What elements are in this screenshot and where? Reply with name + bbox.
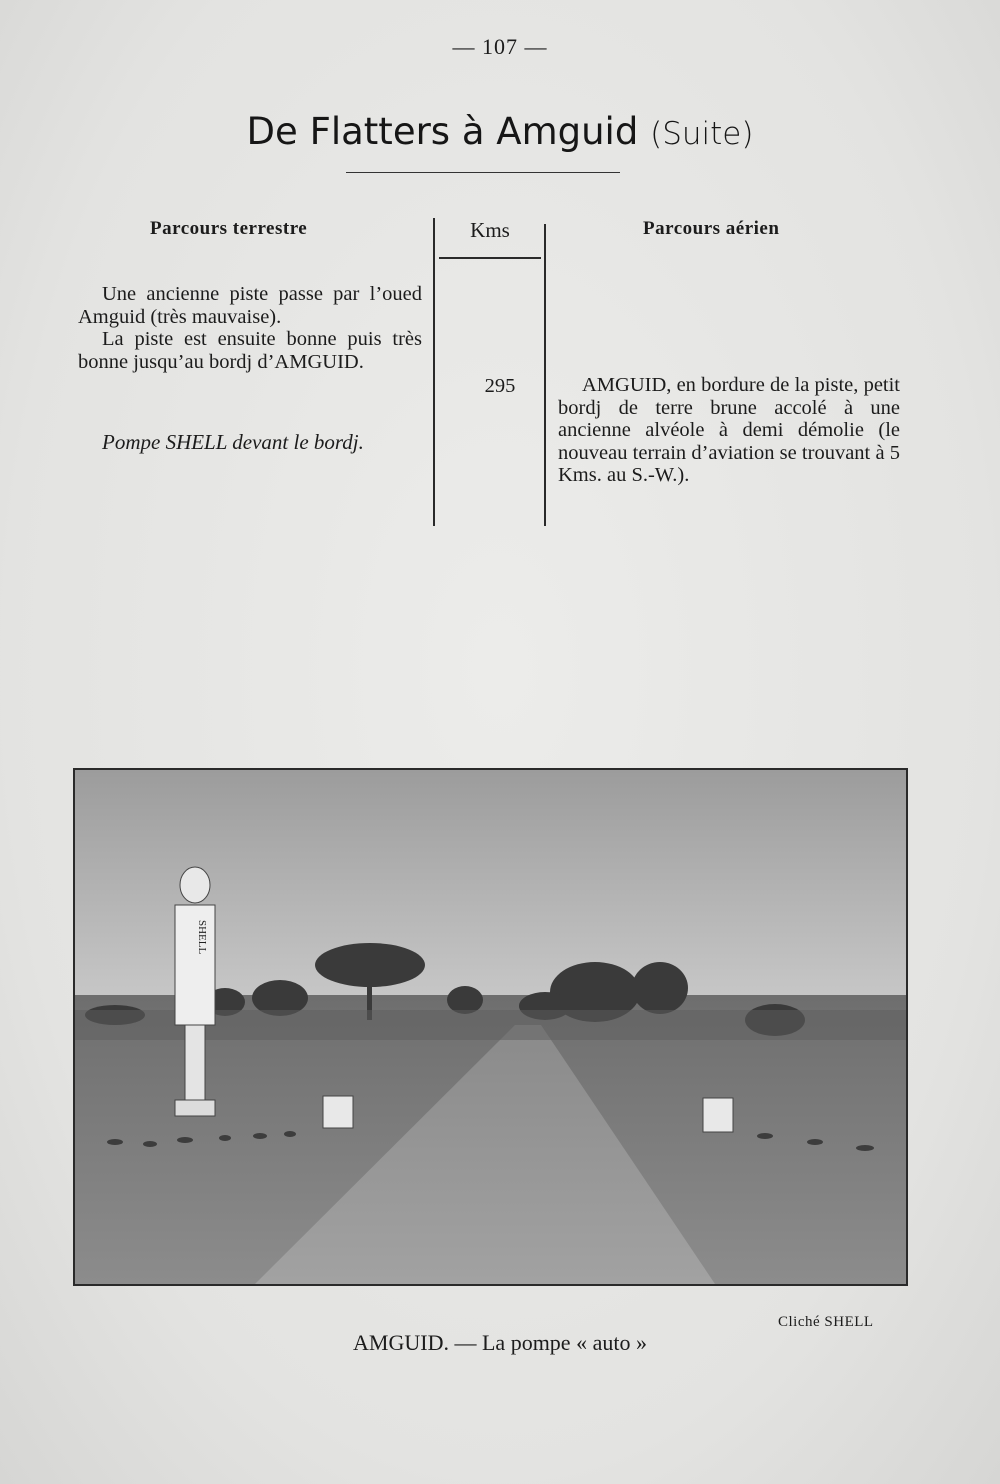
header-kms: Kms <box>470 218 510 242</box>
terrestre-paragraph-2: La piste est ensuite bonne puis très bonne jusqu’au bordj d’AMGUID. <box>78 328 422 373</box>
header-parcours-aerien: Parcours aérien <box>643 218 780 239</box>
title-underline <box>346 172 620 173</box>
aerien-text <box>558 374 900 487</box>
page-number: — 107 — <box>452 34 548 59</box>
photo-credit: Cliché SHELL <box>778 1314 874 1330</box>
title-main: De Flatters à Amguid <box>246 110 639 153</box>
barrel-right <box>703 1098 733 1132</box>
photo-shell-pump-road-icon <box>75 770 906 1284</box>
page-title <box>0 110 1000 153</box>
kms-underline <box>439 257 541 259</box>
aerien-paragraph-1: AMGUID, en bordure de la piste, petit bordj de terre brune accolé à une ancienne alvéole à demi démolie (le nouveau terrain d’aviation se trouvant à 5 Kms. au S.-W.). <box>558 374 900 486</box>
column-divider-right <box>544 224 546 526</box>
svg-text:SHELL: SHELL <box>196 920 208 955</box>
kms-value: 295 <box>484 375 516 397</box>
photograph <box>73 768 908 1286</box>
title-suite: (Suite) <box>650 116 754 152</box>
terrestre-paragraph-1: Une ancienne piste passe par l’oued Amguid (très mauvaise). <box>78 283 422 328</box>
terrestre-text <box>78 283 422 373</box>
column-divider-left <box>433 218 435 526</box>
photo-caption: AMGUID. — La pompe « auto » <box>353 1330 647 1355</box>
barrel-left <box>323 1096 353 1128</box>
terrestre-pompe-note: Pompe SHELL devant le bordj. <box>102 430 364 454</box>
header-parcours-terrestre: Parcours terrestre <box>150 218 308 239</box>
